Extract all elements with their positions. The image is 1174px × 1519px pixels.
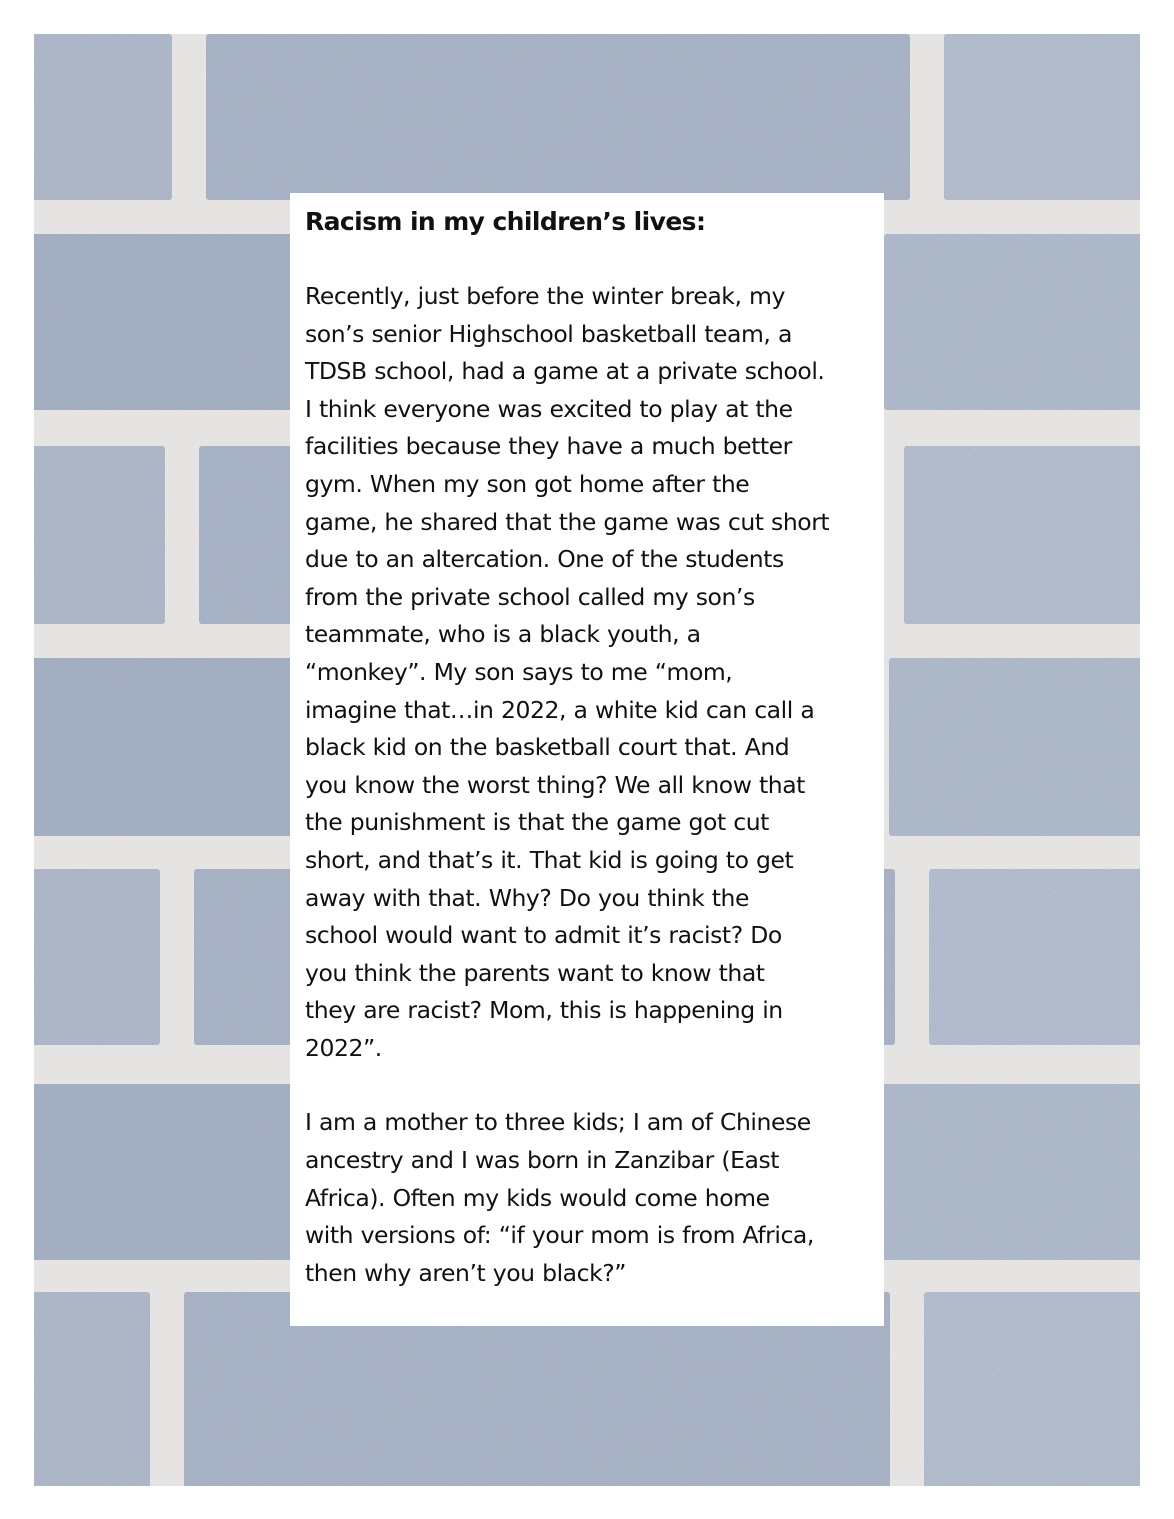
brick — [884, 234, 1140, 410]
brick — [924, 1292, 1140, 1486]
brick — [34, 869, 160, 1045]
brick — [34, 446, 165, 624]
brick — [34, 1292, 150, 1486]
brick — [34, 34, 172, 200]
brick — [904, 446, 1140, 624]
brick — [944, 34, 1140, 200]
brick — [879, 1084, 1140, 1260]
brick — [929, 869, 1140, 1045]
brick — [206, 34, 910, 200]
paragraph-basketball-story: Recently, just before the winter break, my son’s senior Highschool basketball team, a TDSB school, had a game at a private school. I think everyone was excited to play at the facilities because they have a much better gym. When my son got home after the game, he shared that the game was cut short due to an altercation. One of the students from the private school called my son’s teammate, who is a black youth, a “monkey”. My son says to me “mom, imagine that…in 2022, a white kid can call a black kid on the basketball court that. And you know the worst thing? We all know that the punishment is that the game got cut short, and that’s it. That kid is going to get away with that. Why? Do you think the school would want to admit it’s racist? Do you think the parents want to know that they are racist? Mom, this is happening in 2022”. — [305, 282, 830, 1062]
text-card — [290, 193, 884, 1326]
brick — [889, 658, 1140, 836]
document-title: Racism in my children’s lives: — [305, 207, 706, 236]
paragraph-mother-background: I am a mother to three kids; I am of Chinese ancestry and I was born in Zanzibar (East Africa). Often my kids would come home with versions of: “if your mom is from Africa, then why aren’t you black?” — [305, 1108, 814, 1287]
